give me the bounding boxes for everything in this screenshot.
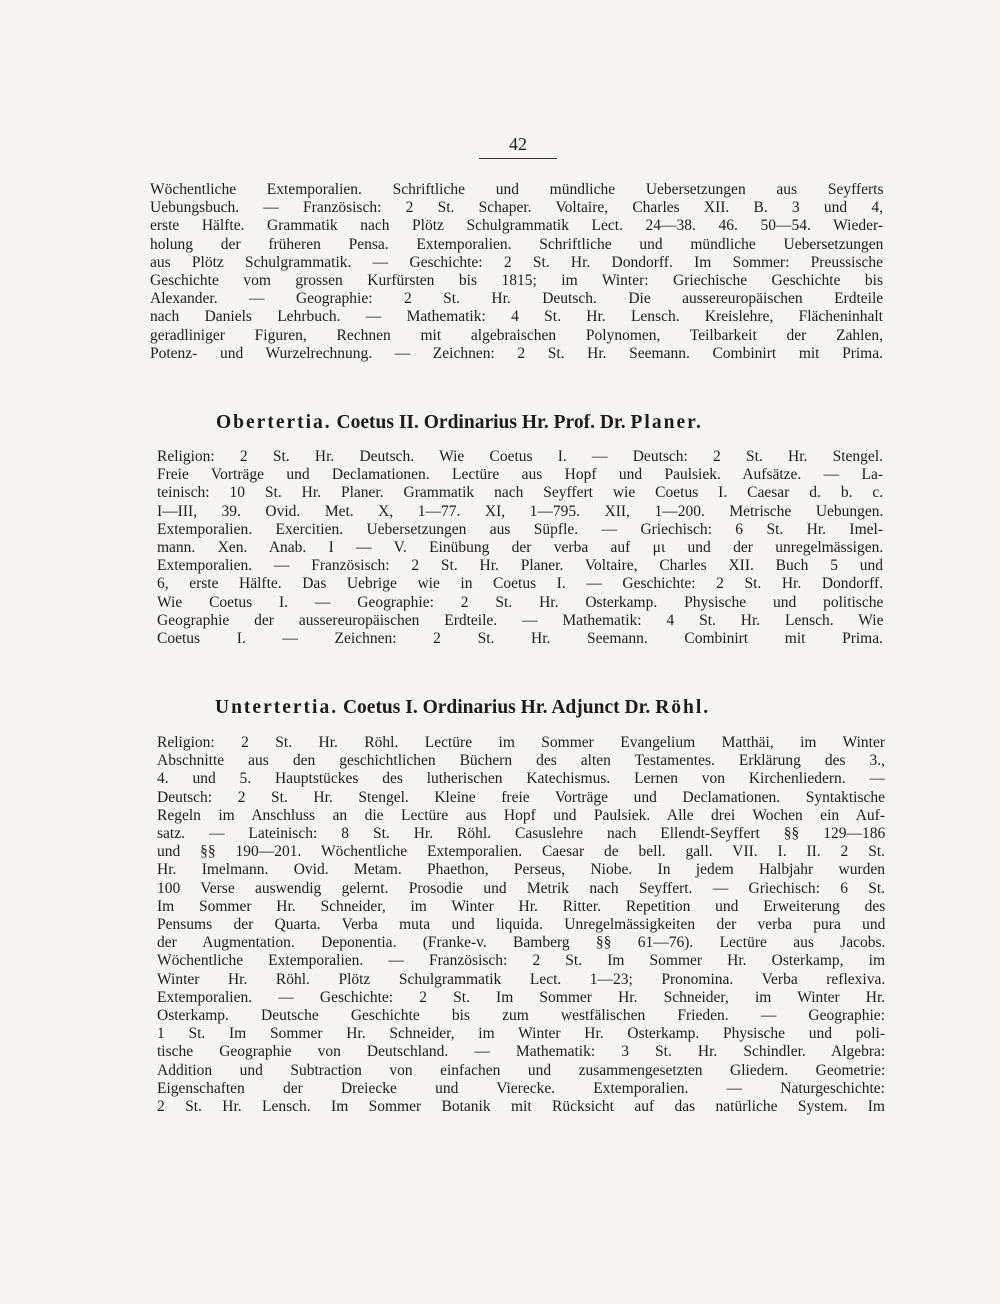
text-line: tische Geographie von Deutschland. — Mathematik: 3 St. Hr. Schindler. Algebra: (157, 1043, 886, 1061)
text-line: Regeln im Anschluss an die Lectüre aus Hopf und Paulsiek. Alle drei Wochen ein Auf- (157, 806, 885, 824)
text-line: erste Hälfte. Grammatik nach Plötz Schulgrammatik Lect. 24—38. 46. 50—54. Wieder- (150, 217, 883, 235)
text-line: Coetus I. — Zeichnen: 2 St. Hr. Seemann. Combinirt mit Prima. (157, 630, 883, 648)
section-2-heading (216, 411, 703, 435)
section-2-paragraph (157, 448, 883, 648)
section-1-paragraph (150, 181, 883, 363)
section-2-class-name: Obertertia. (216, 412, 332, 433)
text-line: Eigenschaften der Dreiecke und Vierecke. Extemporalien. — Naturgeschichte: (157, 1079, 885, 1097)
text-line: Geographie der aussereuropäischen Erdteile. — Mathematik: 4 St. Hr. Lensch. Wie (157, 611, 884, 629)
text-line: Religion: 2 St. Hr. Röhl. Lectüre im Sommer Evangelium Matthäi, im Winter (157, 734, 886, 751)
section-3-class-name: Untertertia. (215, 697, 339, 718)
section-2-teacher-name: Planer. (630, 412, 703, 433)
text-line: geradliniger Figuren, Rechnen mit algebraischen Polynomen, Teilbarkeit der Zahlen, (150, 326, 883, 344)
text-line: der Augmentation. Deponentia. (Franke-v. Bamberg §§ 61—76). Lectüre aus Jacobs. (157, 934, 886, 952)
text-line: Wie Coetus I. — Geographie: 2 St. Hr. Osterkamp. Physische und politische (157, 593, 884, 611)
text-line: Pensums der Quarta. Verba muta und liquida. Unregelmässigkeiten der verba pura und (157, 916, 886, 934)
text-line: Deutsch: 2 St. Hr. Stengel. Kleine freie Vorträge und Declamationen. Syntaktische (157, 788, 885, 806)
text-line: 2 St. Hr. Lensch. Im Sommer Botanik mit Rücksicht auf das natürliche System. Im (157, 1098, 885, 1116)
text-line: Potenz- und Wurzelrechnung. — Zeichnen: 2 St. Hr. Seemann. Combinirt mit Prima. (150, 344, 883, 362)
text-line: Extemporalien. — Französisch: 2 St. Hr. Planer. Voltaire, Charles XII. Buch 5 und (157, 557, 883, 575)
text-line: 1 St. Im Sommer Hr. Schneider, im Winter Hr. Osterkamp. Physische und poli- (157, 1025, 885, 1043)
text-line: Alexander. — Geographie: 2 St. Hr. Deutsch. Die aussereuropäischen Erdteile (150, 290, 884, 308)
text-line: Im Sommer Hr. Schneider, im Winter Hr. Ritter. Repetition und Erweiterung des (157, 897, 886, 915)
text-line: satz. — Lateinisch: 8 St. Hr. Röhl. Casuslehre nach Ellendt-Seyffert §§ 129—186 (157, 825, 886, 843)
section-3-teacher-name: Röhl. (655, 697, 711, 718)
page-number: 42 (479, 133, 557, 159)
text-line: 100 Verse auswendig gelernt. Prosodie und Metrik nach Seyffert. — Griechisch: 6 St. (157, 879, 886, 897)
section-3-heading-rest: Coetus I. Ordinarius Hr. Adjunct Dr. (342, 697, 651, 718)
text-line: Wöchentliche Extemporalien. Schriftliche und mündliche Uebersetzungen aus Seyfferts (150, 181, 884, 198)
text-line: teinisch: 10 St. Hr. Planer. Grammatik nach Seyffert wie Coetus I. Caesar d. b. c. (157, 484, 884, 502)
text-line: Extemporalien. — Geschichte: 2 St. Im Sommer Hr. Schneider, im Winter Hr. (157, 988, 886, 1006)
text-line: Uebungsbuch. — Französisch: 2 St. Schaper. Voltaire, Charles XII. B. 3 und 4, (150, 199, 883, 217)
text-line: Religion: 2 St. Hr. Deutsch. Wie Coetus I. — Deutsch: 2 St. Hr. Stengel. (157, 448, 883, 465)
text-line: Geschichte vom grossen Kurfürsten bis 1815; im Winter: Griechische Geschichte bis (150, 272, 883, 290)
text-line: Winter Hr. Röhl. Plötz Schulgrammatik Lect. 1—23; Pronomina. Verba reflexiva. (157, 970, 886, 988)
text-line: aus Plötz Schulgrammatik. — Geschichte: 2 St. Hr. Dondorff. Im Sommer: Preussische (150, 253, 883, 271)
text-line: holung der früheren Pensa. Extemporalien. Schriftliche und mündliche Uebersetzungen (150, 235, 884, 253)
section-3-paragraph (157, 734, 885, 1116)
text-line: I—III, 39. Ovid. Met. X, 1—77. XI, 1—795. XII, 1—200. Metrische Uebungen. (157, 502, 884, 520)
text-line: mann. Xen. Anab. I — V. Einübung der verba auf μι und der unregelmässigen. (157, 539, 884, 557)
section-3-heading (215, 696, 710, 720)
section-2-heading-rest: Coetus II. Ordinarius Hr. Prof. Dr. (336, 412, 626, 433)
text-line: Hr. Imelmann. Ovid. Metam. Phaethon, Perseus, Niobe. In jedem Halbjahr wurden (157, 861, 885, 879)
text-line: Abschnitte aus den geschichtlichen Büchern des alten Testamentes. Erklärung des 3., (157, 752, 885, 770)
text-line: Osterkamp. Deutsche Geschichte bis zum westfälischen Frieden. — Geographie: (157, 1007, 885, 1025)
text-line: Extemporalien. Exercitien. Uebersetzungen aus Süpfle. — Griechisch: 6 St. Hr. Imel- (157, 520, 883, 538)
text-line: 4. und 5. Hauptstückes des lutherischen Katechismus. Lernen von Kirchenliedern. — (157, 770, 885, 788)
text-line: nach Daniels Lehrbuch. — Mathematik: 4 St. Hr. Lensch. Kreislehre, Flächeninhalt (150, 308, 883, 326)
text-line: Addition und Subtraction von einfachen und zusammengesetzten Gliedern. Geometrie: (157, 1061, 886, 1079)
text-line: Freie Vorträge und Declamationen. Lectüre aus Hopf und Paulsiek. Aufsätze. — La- (157, 466, 883, 484)
text-line: Wöchentliche Extemporalien. — Französisch: 2 St. Im Sommer Hr. Osterkamp, im (157, 952, 885, 970)
text-line: und §§ 190—201. Wöchentliche Extemporalien. Caesar de bell. gall. VII. I. II. 2 St. (157, 843, 885, 861)
text-line: 6, erste Hälfte. Das Uebrige wie in Coetus I. — Geschichte: 2 St. Hr. Dondorff. (157, 575, 884, 593)
